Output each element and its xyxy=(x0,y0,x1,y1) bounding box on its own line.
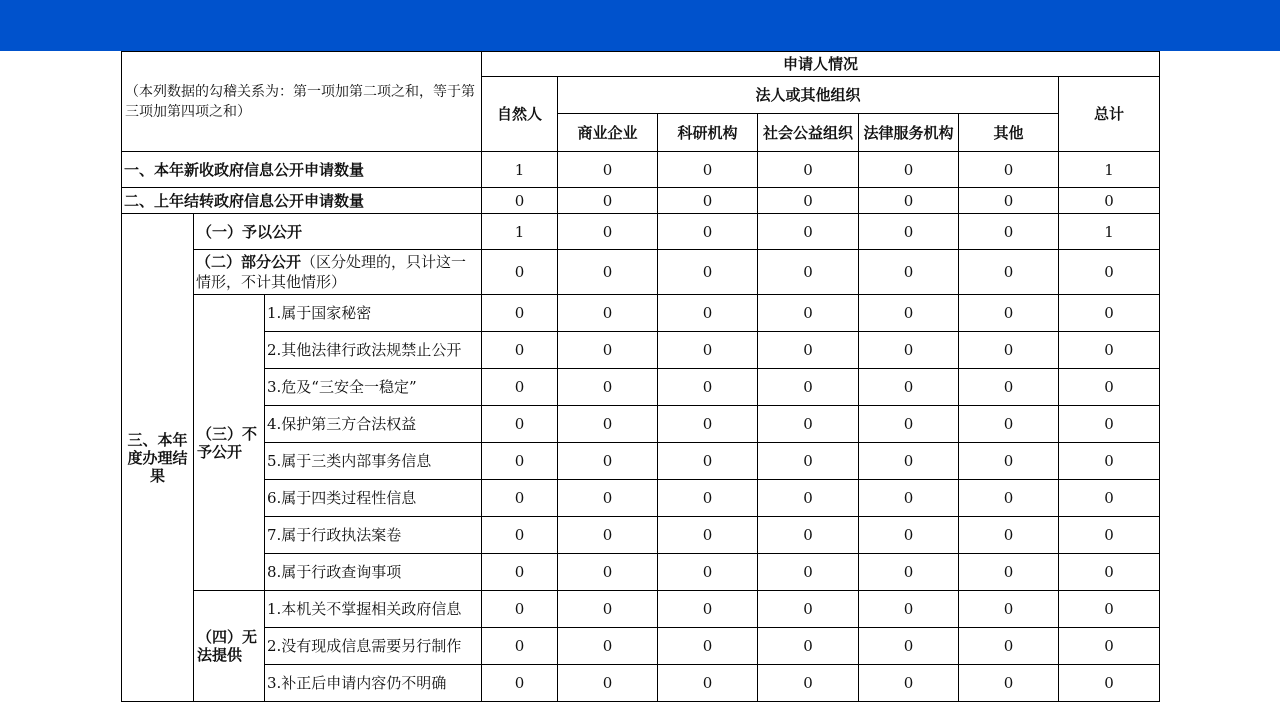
cell-value: 0 xyxy=(758,554,859,591)
cell-value: 0 xyxy=(482,406,558,443)
cell-value: 0 xyxy=(1059,332,1160,369)
cell-value: 0 xyxy=(658,214,758,250)
row-label: 4.保护第三方合法权益 xyxy=(265,406,482,443)
cell-value: 0 xyxy=(1059,517,1160,554)
cell-value: 0 xyxy=(558,152,658,188)
cell-value: 0 xyxy=(959,250,1059,295)
cell-value: 0 xyxy=(1059,369,1160,406)
cell-value: 0 xyxy=(658,443,758,480)
cell-value: 0 xyxy=(658,332,758,369)
cell-value: 0 xyxy=(482,332,558,369)
cell-value: 0 xyxy=(558,369,658,406)
cell-value: 1 xyxy=(1059,214,1160,250)
cell-value: 0 xyxy=(1059,443,1160,480)
cell-value: 1 xyxy=(1059,152,1160,188)
cell-value: 0 xyxy=(658,554,758,591)
cell-value: 0 xyxy=(1059,554,1160,591)
cell-value: 0 xyxy=(658,517,758,554)
cell-value: 0 xyxy=(658,152,758,188)
cell-value: 0 xyxy=(758,369,859,406)
cell-value: 0 xyxy=(558,250,658,295)
cell-value: 0 xyxy=(558,214,658,250)
table-row xyxy=(122,295,1160,332)
cell-value: 0 xyxy=(859,665,959,702)
cell-value: 0 xyxy=(758,295,859,332)
cell-value: 0 xyxy=(959,591,1059,628)
table-row xyxy=(122,591,1160,628)
cell-value: 0 xyxy=(959,188,1059,214)
cell-value: 0 xyxy=(1059,628,1160,665)
cell-value: 0 xyxy=(482,554,558,591)
cell-value: 0 xyxy=(482,369,558,406)
cell-value: 0 xyxy=(758,152,859,188)
cell-value: 0 xyxy=(758,406,859,443)
header-note: （本列数据的勾稽关系为：第一项加第二项之和，等于第三项加第四项之和） xyxy=(122,52,482,152)
row-label: 6.属于四类过程性信息 xyxy=(265,480,482,517)
cell-value: 0 xyxy=(859,443,959,480)
table-row xyxy=(122,406,1160,443)
table-row xyxy=(122,443,1160,480)
cell-value: 0 xyxy=(658,591,758,628)
table-row xyxy=(122,517,1160,554)
cell-value: 0 xyxy=(859,406,959,443)
cell-value: 0 xyxy=(558,517,658,554)
cell-value: 0 xyxy=(658,188,758,214)
cell-value: 0 xyxy=(859,554,959,591)
header-total: 总计 xyxy=(1059,77,1160,152)
row-label: 2.其他法律行政法规禁止公开 xyxy=(265,332,482,369)
cell-value: 0 xyxy=(959,332,1059,369)
disclosure-statistics-table xyxy=(121,51,1160,702)
cell-value: 0 xyxy=(658,480,758,517)
cell-value: 0 xyxy=(558,665,658,702)
header-natural-person: 自然人 xyxy=(482,77,558,152)
cell-value: 0 xyxy=(482,250,558,295)
cell-value: 0 xyxy=(1059,665,1160,702)
cell-value: 0 xyxy=(758,214,859,250)
row-partial xyxy=(122,250,1160,295)
partial-label-bold: （二）部分公开 xyxy=(196,253,302,271)
cell-value: 0 xyxy=(1059,250,1160,295)
cell-value: 0 xyxy=(859,591,959,628)
cell-value: 0 xyxy=(859,332,959,369)
cell-value: 0 xyxy=(658,250,758,295)
cell-value: 0 xyxy=(482,665,558,702)
cell-value: 0 xyxy=(1059,295,1160,332)
header-col-business: 商业企业 xyxy=(558,114,658,152)
cell-value: 0 xyxy=(859,214,959,250)
cell-value: 0 xyxy=(959,554,1059,591)
cell-value: 0 xyxy=(959,443,1059,480)
cell-value: 0 xyxy=(558,188,658,214)
cell-value: 0 xyxy=(959,480,1059,517)
cell-value: 0 xyxy=(859,295,959,332)
cell-value: 0 xyxy=(758,188,859,214)
cell-value: 0 xyxy=(658,295,758,332)
row-label: 3.补正后申请内容仍不明确 xyxy=(265,665,482,702)
cell-value: 0 xyxy=(859,480,959,517)
row-label xyxy=(194,250,482,295)
cell-value: 0 xyxy=(482,628,558,665)
cell-value: 0 xyxy=(658,406,758,443)
row-new-requests xyxy=(122,152,1160,188)
header-legal-org: 法人或其他组织 xyxy=(558,77,1059,114)
cell-value: 0 xyxy=(482,591,558,628)
cell-value: 0 xyxy=(758,517,859,554)
cell-value: 0 xyxy=(859,369,959,406)
cell-value: 0 xyxy=(558,295,658,332)
cell-value: 0 xyxy=(758,332,859,369)
cell-value: 0 xyxy=(1059,591,1160,628)
cell-value: 0 xyxy=(959,628,1059,665)
cell-value: 0 xyxy=(859,250,959,295)
cell-value: 0 xyxy=(959,406,1059,443)
cell-value: 0 xyxy=(1059,406,1160,443)
cell-value: 0 xyxy=(482,295,558,332)
row-label: 二、上年结转政府信息公开申请数量 xyxy=(122,188,482,214)
cell-value: 0 xyxy=(959,295,1059,332)
row-label: 8.属于行政查询事项 xyxy=(265,554,482,591)
table-row xyxy=(122,480,1160,517)
header-col-public-welfare: 社会公益组织 xyxy=(758,114,859,152)
table-row xyxy=(122,665,1160,702)
cell-value: 0 xyxy=(558,628,658,665)
cell-value: 0 xyxy=(859,188,959,214)
cell-value: 0 xyxy=(959,152,1059,188)
cell-value: 0 xyxy=(758,443,859,480)
cell-value: 0 xyxy=(558,332,658,369)
cell-value: 0 xyxy=(482,188,558,214)
cell-value: 0 xyxy=(959,369,1059,406)
cell-value: 1 xyxy=(482,214,558,250)
row-label: 1.本机关不掌握相关政府信息 xyxy=(265,591,482,628)
cell-value: 0 xyxy=(482,480,558,517)
row-label: 1.属于国家秘密 xyxy=(265,295,482,332)
row-disclose xyxy=(122,214,1160,250)
cell-value: 0 xyxy=(658,628,758,665)
cell-value: 0 xyxy=(558,443,658,480)
cell-value: 0 xyxy=(658,665,758,702)
cell-value: 0 xyxy=(758,250,859,295)
header-col-other: 其他 xyxy=(959,114,1059,152)
cell-value: 0 xyxy=(758,591,859,628)
row-label: 2.没有现成信息需要另行制作 xyxy=(265,628,482,665)
cell-value: 0 xyxy=(859,628,959,665)
header-col-legal-service: 法律服务机构 xyxy=(859,114,959,152)
table-row xyxy=(122,332,1160,369)
cannot-provide-label: （四）无法提供 xyxy=(194,591,265,702)
not-disclose-label: （三）不予公开 xyxy=(194,295,265,591)
cell-value: 0 xyxy=(558,406,658,443)
cell-value: 0 xyxy=(658,369,758,406)
cell-value: 0 xyxy=(758,665,859,702)
table-row xyxy=(122,628,1160,665)
row-label: （一）予以公开 xyxy=(194,214,482,250)
row-label: 3.危及“三安全一稳定” xyxy=(265,369,482,406)
cell-value: 0 xyxy=(558,554,658,591)
cell-value: 0 xyxy=(758,628,859,665)
header-applicant: 申请人情况 xyxy=(482,52,1160,77)
cell-value: 0 xyxy=(859,152,959,188)
cell-value: 0 xyxy=(1059,188,1160,214)
cell-value: 0 xyxy=(558,591,658,628)
cell-value: 0 xyxy=(482,443,558,480)
header-col-research: 科研机构 xyxy=(658,114,758,152)
cell-value: 0 xyxy=(1059,480,1160,517)
row-label: 7.属于行政执法案卷 xyxy=(265,517,482,554)
cell-value: 0 xyxy=(758,480,859,517)
cell-value: 0 xyxy=(859,517,959,554)
top-banner xyxy=(0,0,1280,51)
partial-label-rest: （区分处理的，只计这一情形，不计其他情形） xyxy=(196,253,467,291)
row-carried-over xyxy=(122,188,1160,214)
table-row xyxy=(122,554,1160,591)
table-row xyxy=(122,369,1160,406)
cell-value: 0 xyxy=(558,480,658,517)
section3-label: 三、本年度办理结果 xyxy=(122,214,194,702)
cell-value: 1 xyxy=(482,152,558,188)
row-label: 5.属于三类内部事务信息 xyxy=(265,443,482,480)
cell-value: 0 xyxy=(482,517,558,554)
cell-value: 0 xyxy=(959,517,1059,554)
row-label: 一、本年新收政府信息公开申请数量 xyxy=(122,152,482,188)
cell-value: 0 xyxy=(959,214,1059,250)
cell-value: 0 xyxy=(959,665,1059,702)
